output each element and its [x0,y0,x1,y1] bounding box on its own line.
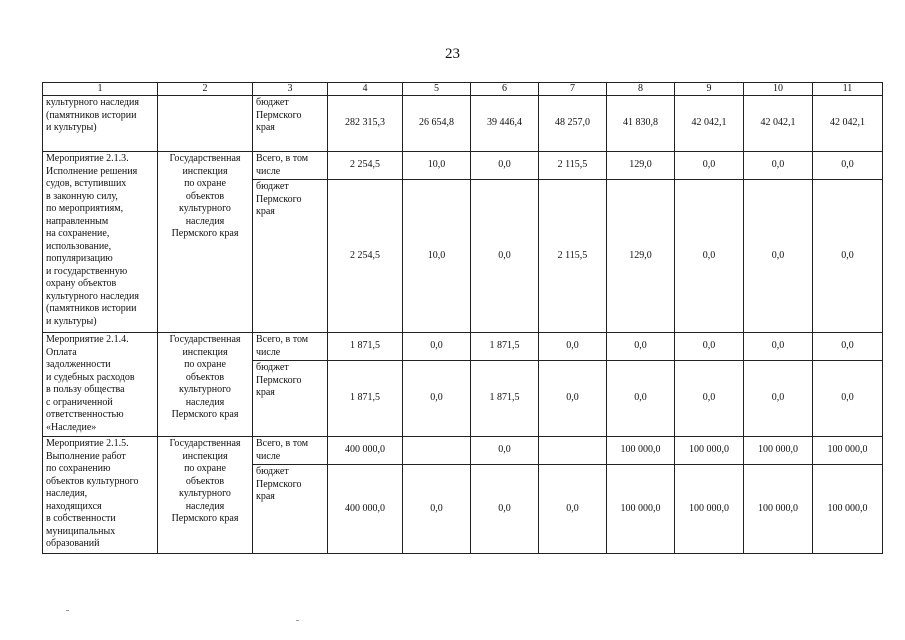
table-row [43,152,883,180]
column-header: 9 [675,83,744,96]
value-cell: 0,0 [744,152,813,180]
value-cell: 42 042,1 [675,96,744,152]
column-header: 3 [253,83,328,96]
value-cell: 100 000,0 [675,437,744,465]
value-cell: 0,0 [744,361,813,437]
value-cell: 100 000,0 [607,437,675,465]
value-cell: 1 871,5 [471,333,539,361]
value-cell: 0,0 [813,333,883,361]
table-row [43,96,883,152]
column-header: 1 [43,83,158,96]
funding-source-cell: Всего, в том числе [253,437,328,465]
executor-cell: Государственная инспекция по охране объектов культурного наследия Пермского края [158,152,253,333]
value-cell: 0,0 [471,152,539,180]
budget-table [42,82,883,554]
value-cell: 0,0 [813,361,883,437]
value-cell: 0,0 [403,361,471,437]
value-cell: 0,0 [744,180,813,333]
value-cell: 282 315,3 [328,96,403,152]
value-cell: 0,0 [471,465,539,554]
value-cell: 10,0 [403,152,471,180]
funding-source-cell: бюджет Пермского края [253,361,328,437]
funding-source-cell: Всего, в том числе [253,152,328,180]
value-cell: 100 000,0 [744,465,813,554]
activity-cell: Мероприятие 2.1.4. Оплата задолженности и судебных расходов в пользу общества с ограниченной ответственностью «Наследие» [43,333,158,437]
value-cell: 100 000,0 [813,465,883,554]
value-cell: 0,0 [675,333,744,361]
value-cell: 0,0 [403,465,471,554]
funding-source-cell: бюджет Пермского края [253,465,328,554]
value-cell [403,437,471,465]
funding-source-cell: бюджет Пермского края [253,180,328,333]
executor-cell: Государственная инспекция по охране объектов культурного наследия Пермского края [158,437,253,554]
value-cell: 1 871,5 [328,333,403,361]
column-header: 7 [539,83,607,96]
value-cell: 2 254,5 [328,152,403,180]
column-header: 11 [813,83,883,96]
value-cell: 2 115,5 [539,152,607,180]
value-cell: 48 257,0 [539,96,607,152]
value-cell: 0,0 [675,152,744,180]
activity-cell: Мероприятие 2.1.5. Выполнение работ по сохранению объектов культурного наследия, находящихся в собственности муниципальных образований [43,437,158,554]
scan-speck [296,620,299,621]
value-cell: 2 254,5 [328,180,403,333]
value-cell: 2 115,5 [539,180,607,333]
table-row [43,437,883,465]
value-cell: 39 446,4 [471,96,539,152]
column-number-row [43,83,883,96]
value-cell: 100 000,0 [744,437,813,465]
value-cell: 129,0 [607,180,675,333]
value-cell: 26 654,8 [403,96,471,152]
activity-cell: культурного наследия (памятников истории и культуры) [43,96,158,152]
executor-cell: Государственная инспекция по охране объектов культурного наследия Пермского края [158,333,253,437]
column-header: 2 [158,83,253,96]
value-cell: 129,0 [607,152,675,180]
value-cell: 1 871,5 [471,361,539,437]
value-cell: 0,0 [539,465,607,554]
column-header: 8 [607,83,675,96]
value-cell: 0,0 [607,361,675,437]
value-cell: 100 000,0 [675,465,744,554]
value-cell: 0,0 [675,180,744,333]
value-cell: 42 042,1 [813,96,883,152]
value-cell: 0,0 [539,333,607,361]
value-cell: 0,0 [471,437,539,465]
value-cell: 0,0 [607,333,675,361]
value-cell: 400 000,0 [328,465,403,554]
funding-source-cell: Всего, в том числе [253,333,328,361]
activity-cell: Мероприятие 2.1.3. Исполнение решения судов, вступивших в законную силу, по мероприятиям, направленным на сохранение, использование, популяризацию и государственную охрану объектов культурного наследия (памятников истории и культуры) [43,152,158,333]
page-number: 23 [445,46,460,62]
value-cell: 0,0 [675,361,744,437]
value-cell: 0,0 [539,361,607,437]
value-cell: 0,0 [403,333,471,361]
value-cell: 0,0 [471,180,539,333]
column-header: 6 [471,83,539,96]
column-header: 10 [744,83,813,96]
executor-cell [158,96,253,152]
value-cell: 0,0 [813,152,883,180]
scan-speck [66,610,69,611]
value-cell: 1 871,5 [328,361,403,437]
value-cell: 100 000,0 [813,437,883,465]
value-cell: 41 830,8 [607,96,675,152]
column-header: 4 [328,83,403,96]
funding-source-cell: бюджет Пермского края [253,96,328,152]
value-cell: 42 042,1 [744,96,813,152]
value-cell: 10,0 [403,180,471,333]
value-cell: 100 000,0 [607,465,675,554]
value-cell: 0,0 [744,333,813,361]
column-header: 5 [403,83,471,96]
table-row [43,333,883,361]
value-cell: 400 000,0 [328,437,403,465]
value-cell: 0,0 [813,180,883,333]
value-cell [539,437,607,465]
